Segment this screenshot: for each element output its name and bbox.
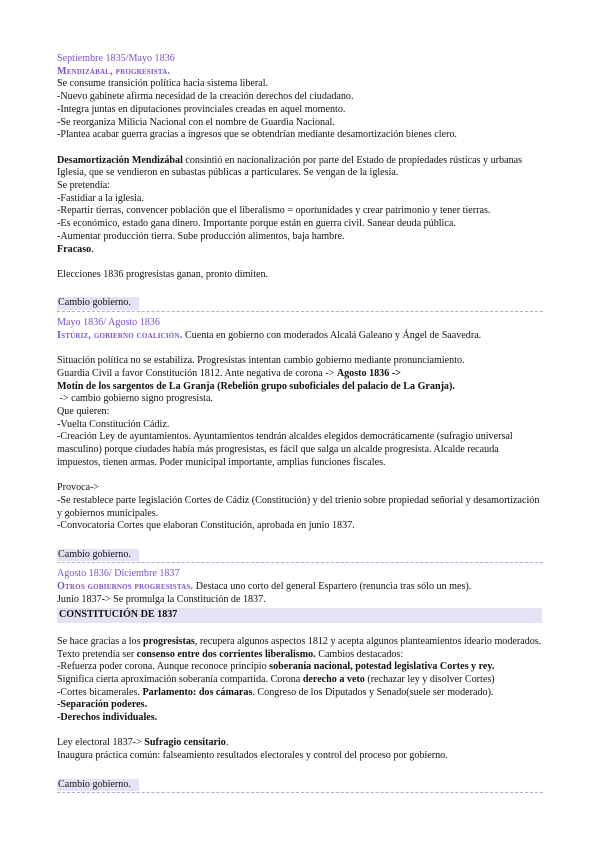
c3-bold: derecho a veto (302, 673, 365, 685)
text-line: -Creación Ley de ayuntamientos. Ayuntamientos tendrán alcaldes elegidos democráticamente (sufragio universal masculino) porque ciudades había más progresistas, es fácil que salga un alcalde progresista. Alcalde recauda impuestos, tienen armas. Poder municipal importante, amplias funciones fiscales. (57, 431, 513, 468)
ley-bold: Sufragio censitario (144, 737, 226, 749)
period-heading: Otros gobiernos progresistas. (57, 581, 194, 593)
period-date: Agosto 1836/ Diciembre 1837 (57, 568, 180, 580)
text-line: Inaugura práctica común: falseamiento resultados electorales y control del proceso por gobierno. (57, 750, 448, 762)
desamortizacion-paragraph (57, 155, 542, 180)
text-line: Que quieren: (57, 405, 110, 417)
fracaso-term: Fracaso (57, 243, 92, 255)
guardia-text: Guardia Civil a favor Constitución 1812. Ante negativa de corona -> (57, 367, 337, 379)
constitucion-title: CONSTITUCIÓN DE 1837 (57, 608, 542, 623)
c1-text: , recupera algunos aspectos 1812 y acepta algunos planteamientos ideario moderados. Texto pretendía ser (57, 635, 542, 660)
document-content (57, 53, 542, 798)
period-date: Mayo 1836/ Agosto 1836 (57, 317, 160, 329)
guardia-bold: Agosto 1836 -> (336, 367, 401, 379)
fracaso-line: Fracaso. (57, 243, 94, 255)
heading-text: Cuenta en gobierno con moderados Alcalá Galeano y Ángel de Saavedra. (182, 329, 482, 341)
text-line: -Fastidiar a la iglesia. (57, 192, 144, 204)
text-line: -Nuevo gabinete afirma necesidad de la creación derechos del ciudadano. (57, 91, 354, 103)
heading-line (57, 581, 542, 594)
motin-text: Motín de los sargentos de La Granja (Rebelión grupo suboficiales del palacio de La Granja). (57, 380, 455, 392)
text-line: -Se reorganiza Milicia Nacional con el nombre de Guardia Nacional. (57, 116, 335, 128)
text-line: Junio 1837-> Se promulga la Constitución de 1837. (57, 593, 266, 605)
c3-text: (rechazar ley y disolver Cortes) (364, 673, 495, 685)
ley-electoral-line: Ley electoral 1837-> Sufragio censitario. (57, 737, 229, 749)
motin-line (57, 381, 542, 394)
c2-text: -Refuerza poder corona. Aunque reconoce principio (57, 661, 270, 673)
section-divider (57, 311, 543, 312)
text-line: -Es económico, estado gana dinero. Importante porque están en guerra civil. Sanear deuda pública. (57, 218, 456, 230)
c4-text: . Congreso de los Diputados y Senado(suele ser moderado). (252, 686, 494, 698)
text-line: -Aumentar producción tierra. Sube producción alimentos, baja hambre. (57, 230, 345, 242)
section-divider (57, 792, 543, 793)
c1-text: Cambios destacados: (315, 648, 404, 660)
guardia-line (57, 368, 542, 381)
text-line (57, 674, 542, 687)
text-line: -Integra juntas en diputaciones provinciales creadas en aquel momento. (57, 103, 346, 115)
c3-text: Significa cierta aproximación soberanía compartida. Corona (57, 673, 303, 685)
c1-text: Se hace gracias a los (57, 635, 144, 647)
text-line: -Se restablece parte legislación Cortes de Cádiz (Constitución) y del trienio sobre propiedad señorial y desamortización y gobiernos municipales. (57, 494, 540, 519)
text-line: Se consume transición política hacia sistema liberal. (57, 78, 269, 90)
text-line: -Vuelta Constitución Cádiz. (57, 418, 170, 430)
c5-bold: -Separación poderes. (57, 699, 148, 711)
text-line: Se pretendía: (57, 180, 110, 192)
heading-line (57, 330, 542, 343)
period-date: Septiembre 1835/Mayo 1836 (57, 53, 175, 64)
c4-text: -Cortes bicamerales. (57, 686, 143, 698)
text-line (57, 687, 542, 700)
cambio-gobierno-band: Cambio gobierno. (57, 549, 139, 562)
desamortizacion-term: Desamortización Mendizábal (57, 154, 183, 166)
text-line (57, 712, 542, 725)
c1-bold: consenso entre dos corrientes liberalismo. (136, 648, 316, 660)
c2-bold: soberanía nacional, potestad legislativa Cortes y rey. (269, 661, 495, 673)
text-line: Provoca-> (57, 482, 100, 494)
period-heading: Mendizábal, progresista. (57, 65, 171, 77)
heading-text: Destaca uno corto del general Espartero (renuncia tras sólo un mes). (193, 581, 472, 593)
text-line (57, 661, 542, 674)
text-line (57, 699, 542, 712)
text-line: Elecciones 1836 progresistas ganan, pronto dimiten. (57, 268, 269, 280)
ley-text: Ley electoral 1837-> (57, 737, 145, 749)
c4-bold: Parlamento: dos cámaras (142, 686, 253, 698)
text-line: Situación política no se estabiliza. Progresistas intentan cambio gobierno mediante pronunciamiento. (57, 355, 465, 367)
text-line: -Repartir tierras, convencer población que el liberalismo = oportunidades y crear patrimonio y tener tierras. (57, 205, 491, 217)
cambio-gobierno-band: Cambio gobierno. (57, 297, 139, 310)
c1-bold: progresistas (143, 635, 195, 647)
text-line: -> cambio gobierno signo progresista. (57, 393, 213, 405)
text-line: -Plantea acabar guerra gracias a ingresos que se obtendrían mediante desamortización bienes clero. (57, 129, 457, 141)
c6-bold: -Derechos individuales. (57, 712, 158, 724)
desamortizacion-text: consintió en nacionalización por parte del Estado de propiedades rústicas y urbanas Iglesia, que se vendieron en subastas públicas a particulares. Se vengan de la iglesia. (57, 154, 523, 179)
constitucion-paragraph (57, 636, 542, 661)
section-divider (57, 562, 543, 563)
text-line: -Convocatoria Cortes que elaboran Constitución, aprobada en junio 1837. (57, 520, 355, 532)
period-heading: Istúriz, gobierno coalición. (57, 329, 183, 341)
cambio-gobierno-band: Cambio gobierno. (57, 779, 139, 792)
